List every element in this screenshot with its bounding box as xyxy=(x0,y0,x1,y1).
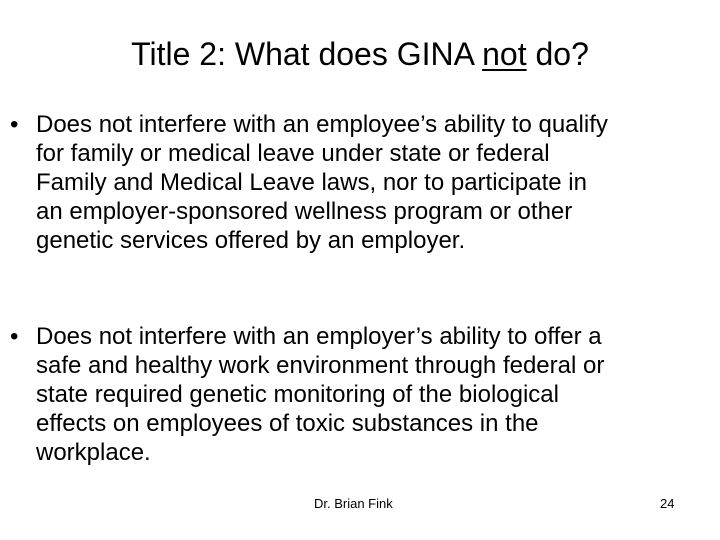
bullet-line: effects on employees of toxic substances in the xyxy=(36,410,539,437)
bullet-line: for family or medical leave under state or federal xyxy=(36,140,550,167)
slide-title xyxy=(0,34,720,74)
slide-title-after: do? xyxy=(526,36,589,72)
bullet-line: Does not interfere with an employer’s ability to offer a xyxy=(36,323,602,350)
slide-title-before: Title 2: What does GINA xyxy=(131,36,483,72)
page-number: 24 xyxy=(660,496,675,511)
bullet-line: workplace. xyxy=(36,439,151,466)
footer-author: Dr. Brian Fink xyxy=(314,496,393,511)
bullet-line: Does not interfere with an employee’s ability to qualify xyxy=(36,111,608,138)
bullet-marker: • xyxy=(10,323,19,350)
slide-title-underlined-word: not xyxy=(482,36,527,72)
bullet-line: Family and Medical Leave laws, nor to participate in xyxy=(36,169,587,196)
bullet-line: safe and healthy work environment through federal or xyxy=(36,352,605,379)
bullet-line: genetic services offered by an employer. xyxy=(36,227,466,254)
bullet-marker: • xyxy=(10,111,19,138)
bullet-text xyxy=(36,110,710,255)
bullet-line: an employer-sponsored wellness program or other xyxy=(36,198,573,225)
bullet-line: state required genetic monitoring of the biological xyxy=(36,381,559,408)
bullet-text xyxy=(36,322,710,467)
